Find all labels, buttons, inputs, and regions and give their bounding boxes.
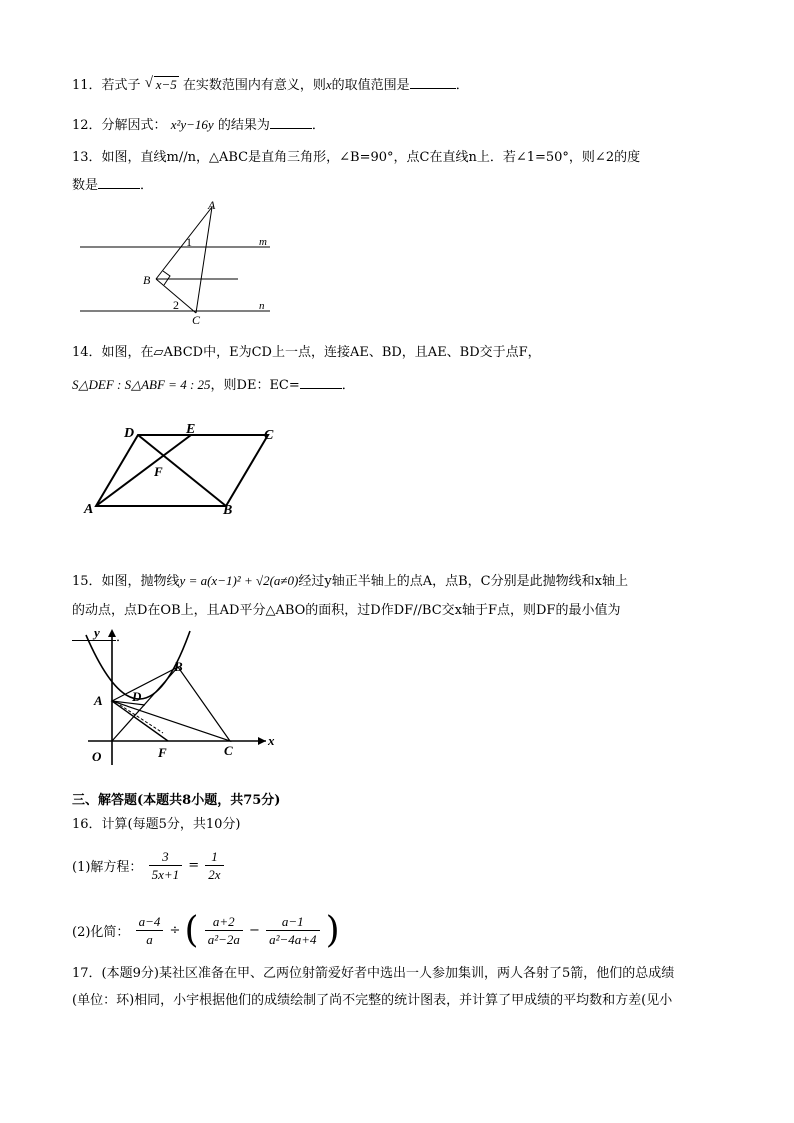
q12-answer-blank bbox=[270, 114, 312, 129]
triangle-abc bbox=[112, 667, 230, 741]
label-c: C bbox=[192, 313, 201, 327]
section-3-heading: 三、解答题(本题共8小题，共75分) bbox=[72, 793, 281, 808]
label-b: B bbox=[174, 659, 183, 674]
q16-p2-fraction-c: $\frac{a-1}{\text{a²−4a+4}}$ bbox=[266, 913, 319, 948]
question-11 bbox=[72, 74, 469, 96]
q13-line2-text: 数是 bbox=[72, 178, 99, 193]
q16-p1-equals: = bbox=[188, 858, 200, 873]
label-f: F bbox=[158, 745, 167, 760]
q13-answer-blank bbox=[98, 174, 140, 189]
q11-answer-blank bbox=[410, 74, 456, 89]
q14-rest: ，则DE：EC= bbox=[210, 378, 300, 393]
q14-ratio: S△DEF : S△ABF = 4 : 25 bbox=[72, 377, 211, 392]
q11-suffix: 的取值范围是 bbox=[331, 78, 410, 93]
label-c: C bbox=[264, 428, 274, 443]
q16-p2-minus: − bbox=[249, 923, 260, 938]
question-15-line2: 的动点，点D在OB上，且AD平分△ABO的面积，过D作DF//BC交x轴于F点，则DF的最小值为 bbox=[72, 603, 621, 618]
q16-p1-label: (1)解方程： bbox=[72, 860, 143, 875]
segment-ac bbox=[196, 207, 212, 313]
label-n: n bbox=[259, 300, 265, 312]
q16-p2-divide: ÷ bbox=[169, 923, 181, 938]
q12-end: ． bbox=[311, 118, 325, 133]
q11-var: x bbox=[325, 77, 332, 92]
q14-answer-blank bbox=[300, 374, 342, 389]
q14-end: ． bbox=[341, 378, 355, 393]
right-angle-mark bbox=[163, 271, 170, 285]
q16-p2-fraction-b: $\frac{a+2}{\text{a²−2a}}$ bbox=[205, 913, 243, 948]
q15-line1-a: 15．如图，抛物线 bbox=[72, 574, 180, 589]
y-axis-arrow bbox=[108, 629, 116, 637]
q16-p2-label: (2)化简： bbox=[72, 925, 130, 940]
q12-prefix: 12．分解因式： bbox=[72, 118, 167, 133]
q12-expression: x²y−16y bbox=[170, 117, 214, 132]
q13-end: ． bbox=[140, 178, 154, 193]
label-f: F bbox=[154, 464, 163, 479]
label-d: D bbox=[124, 426, 135, 441]
label-m: m bbox=[259, 236, 267, 248]
angle-1-label: 1 bbox=[186, 235, 192, 249]
question-14-line2 bbox=[72, 374, 355, 396]
label-o: O bbox=[92, 749, 102, 764]
q11-sqrt-expression: √ x−5 bbox=[144, 75, 177, 92]
label-b: B bbox=[223, 503, 233, 518]
label-c: C bbox=[224, 743, 233, 758]
q11-mid: 在实数范围内有意义，则 bbox=[182, 78, 326, 93]
q16-p2-left-paren: ( bbox=[184, 910, 199, 951]
q16-p2-right-paren: ) bbox=[325, 910, 340, 951]
q15-formula: y = a(x−1)² + √2(a≠0) bbox=[179, 573, 299, 588]
q11-prefix: 11．若式子 bbox=[72, 78, 141, 93]
q15-line1-b: 经过y轴正半轴上的点A，点B，C分别是此抛物线和x轴上 bbox=[298, 574, 628, 589]
segment-df bbox=[120, 705, 163, 733]
q16-p1-left-fraction: $\frac{3}{5x+1}$ bbox=[149, 848, 183, 883]
q12-suffix: 的结果为 bbox=[217, 118, 270, 133]
question-17-line2: (单位：环)相同，小宇根据他们的成绩绘制了尚不完整的统计图表，并计算了甲成绩的平均数和方差(见小 bbox=[72, 993, 673, 1008]
segment-ae bbox=[96, 435, 191, 506]
angle-2-label: 2 bbox=[173, 298, 179, 312]
question-12 bbox=[72, 114, 325, 136]
label-a: A bbox=[84, 502, 94, 517]
label-a: A bbox=[208, 200, 216, 212]
question-14-line1: 14．如图，在▱ABCD中，E为CD上一点，连接AE、BD，且AE、BD交于点F， bbox=[72, 345, 541, 360]
segment-bd bbox=[138, 435, 226, 506]
q16-p1-right-fraction: $\frac{1}{2x}$ bbox=[205, 848, 223, 883]
q14-figure bbox=[80, 420, 290, 520]
q13-figure bbox=[74, 200, 274, 330]
question-15-line1 bbox=[72, 571, 628, 592]
label-y: y bbox=[94, 625, 100, 640]
question-13-line1: 13．如图，直线m//n，△ABC是直角三角形，∠B=90°，点C在直线n上．若∠1=50°，则∠2的度 bbox=[72, 150, 641, 165]
segment-af bbox=[112, 701, 168, 741]
q16-p2-fraction-a: $\frac{a-4}{a}$ bbox=[136, 913, 164, 948]
q15-figure bbox=[80, 625, 290, 775]
segment-ab bbox=[156, 207, 212, 279]
question-13-line2 bbox=[72, 174, 153, 196]
x-axis-arrow bbox=[258, 737, 266, 745]
q16-part2 bbox=[72, 910, 340, 951]
q16-part1 bbox=[72, 848, 226, 883]
q15-end: ． bbox=[116, 630, 130, 645]
question-17-line1: 17．(本题9分)某社区准备在甲、乙两位射箭爱好者中选出一人参加集训，两人各射了5箭，他们的总成绩 bbox=[72, 966, 675, 981]
label-d: D bbox=[132, 689, 142, 704]
label-x: x bbox=[268, 733, 275, 748]
label-b: B bbox=[143, 273, 151, 287]
label-e: E bbox=[186, 422, 196, 437]
question-16-title: 16．计算(每题5分，共10分) bbox=[72, 817, 241, 832]
label-a: A bbox=[94, 693, 103, 708]
q11-end: ． bbox=[455, 78, 469, 93]
